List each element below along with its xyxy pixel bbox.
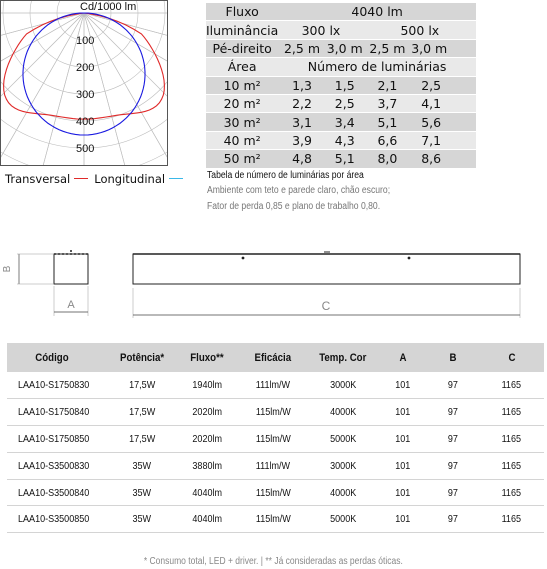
legend-longitudinal-swatch — [169, 178, 183, 179]
area-label: Área — [206, 58, 278, 75]
table-cell: 1165 — [479, 506, 544, 533]
ceiling-height-row — [206, 40, 476, 57]
table-cell: 101 — [379, 372, 427, 399]
flux-row — [206, 3, 476, 20]
value-cell: 6,6 — [364, 132, 412, 149]
table-row — [7, 399, 544, 426]
table-cell: 3000K — [307, 452, 379, 479]
table-row — [7, 479, 544, 506]
polar-tick-200: 200 — [76, 62, 95, 74]
table-cell: 1940lm — [175, 372, 239, 399]
value-cell: 1,5 — [326, 77, 364, 94]
table-cell: 97 — [427, 372, 479, 399]
table-cell: 111lm/W — [239, 452, 307, 479]
dim-a-label: A — [67, 299, 75, 311]
products-header-row — [7, 343, 544, 372]
area-cell: 30 m² — [206, 113, 278, 130]
table-row — [206, 113, 476, 130]
table-cell: 2020lm — [175, 399, 239, 426]
table-cell: 115lm/W — [239, 426, 307, 453]
value-cell: 1,3 — [278, 77, 326, 94]
polar-diagram — [0, 0, 168, 166]
header-power: Potência* — [109, 343, 175, 372]
ceiling-height-label: Pé-direito — [206, 40, 278, 57]
value-cell: 2,2 — [278, 95, 326, 112]
legend-transversal-label: Transversal — [5, 172, 71, 186]
table-cell: 5000K — [307, 506, 379, 533]
area-cell: 10 m² — [206, 77, 278, 94]
table-cell: 115lm/W — [239, 506, 307, 533]
table-cell: LAA10-S1750830 — [7, 372, 109, 399]
table-cell: LAA10-S1750840 — [7, 399, 109, 426]
height-cell: 2,5 m — [364, 40, 412, 57]
table-cell: 101 — [379, 479, 427, 506]
table-row — [7, 372, 544, 399]
value-cell: 7,1 — [411, 132, 476, 149]
value-cell: 4,1 — [411, 95, 476, 112]
table-row — [7, 426, 544, 453]
table-row — [7, 452, 544, 479]
value-cell: 3,4 — [326, 113, 364, 130]
area-cell: 40 m² — [206, 132, 278, 149]
table-cell: 101 — [379, 452, 427, 479]
illuminance-row — [206, 21, 476, 38]
value-cell: 8,6 — [411, 150, 476, 167]
table-cell: 1165 — [479, 372, 544, 399]
flux-label: Fluxo — [206, 3, 278, 20]
table-cell: 97 — [427, 506, 479, 533]
flux-value: 4040 lm — [278, 3, 476, 20]
value-cell: 5,6 — [411, 113, 476, 130]
table-row — [206, 77, 476, 94]
table-cell: 35W — [109, 452, 175, 479]
value-cell: 5,1 — [364, 113, 412, 130]
polar-tick-500: 500 — [76, 143, 95, 155]
polar-tick-300: 300 — [76, 89, 95, 101]
table-cell: 101 — [379, 426, 427, 453]
value-cell: 4,3 — [326, 132, 364, 149]
table-cell: 4000K — [307, 479, 379, 506]
table-cell: 17,5W — [109, 426, 175, 453]
value-cell: 3,9 — [278, 132, 326, 149]
dim-c-label: C — [321, 299, 331, 313]
table-row — [206, 132, 476, 149]
table-cell: 5000K — [307, 426, 379, 453]
table-cell: 115lm/W — [239, 479, 307, 506]
header-efficacy: Eficácia — [239, 343, 307, 372]
table-cell: 4000K — [307, 399, 379, 426]
polar-tick-400: 400 — [76, 116, 95, 128]
table-cell: 17,5W — [109, 399, 175, 426]
table-cell: 97 — [427, 479, 479, 506]
height-cell: 3,0 m — [326, 40, 363, 56]
table-cell: 3880lm — [175, 452, 239, 479]
polar-unit-label: Cd/1000 lm — [80, 1, 137, 13]
height-cell: 2,5 m — [278, 40, 326, 57]
table-cell: 3000K — [307, 372, 379, 399]
table-cell: 97 — [427, 399, 479, 426]
height-cell: 3,0 m — [411, 40, 476, 57]
table-cell: 97 — [427, 426, 479, 453]
table-cell: 17,5W — [109, 372, 175, 399]
table-cell: 35W — [109, 506, 175, 533]
polar-grid — [0, 0, 168, 166]
legend-transversal-swatch — [74, 178, 88, 179]
table-cell: 111lm/W — [239, 372, 307, 399]
table-cell: 115lm/W — [239, 399, 307, 426]
table-cell: 4040lm — [175, 479, 239, 506]
header-code: Código — [7, 343, 109, 372]
value-cell: 2,5 — [411, 77, 476, 94]
table-row — [206, 150, 476, 167]
header-a: A — [379, 343, 427, 372]
table-caption: Tabela de número de luminárias por área — [207, 170, 364, 181]
value-cell: 5,1 — [326, 150, 364, 167]
table-cell: LAA10-S3500850 — [7, 506, 109, 533]
value-cell: 4,8 — [278, 150, 326, 167]
header-color-temp: Temp. Cor — [307, 343, 379, 372]
illuminance-500: 500 lx — [364, 21, 476, 38]
products-table — [7, 343, 544, 533]
table-cell: 101 — [379, 506, 427, 533]
polar-legend — [5, 172, 189, 186]
polar-tick-100: 100 — [76, 35, 95, 47]
legend-longitudinal-label: Longitudinal — [94, 172, 166, 186]
table-cell: 1165 — [479, 426, 544, 453]
value-cell: 2,5 — [326, 95, 364, 112]
table-note-1: Ambiente com teto e parede claro, chão escuro; — [207, 185, 391, 196]
table-cell: 4040lm — [175, 506, 239, 533]
area-cell: 20 m² — [206, 95, 278, 112]
value-cell: 3,7 — [364, 95, 412, 112]
table-cell: 97 — [427, 452, 479, 479]
table-cell: LAA10-S1750850 — [7, 426, 109, 453]
dimension-drawing — [0, 238, 547, 328]
illuminance-300: 300 lx — [278, 21, 363, 38]
value-cell: 8,0 — [364, 150, 412, 167]
area-header-row — [206, 58, 476, 75]
area-cell: 50 m² — [206, 150, 278, 167]
dimension-svg — [0, 238, 547, 328]
table-cell: 1165 — [479, 452, 544, 479]
table-cell: 1165 — [479, 479, 544, 506]
table-cell: 35W — [109, 479, 175, 506]
table-cell: 2020lm — [175, 426, 239, 453]
luminaires-table — [206, 2, 476, 169]
table-cell: 1165 — [479, 399, 544, 426]
table-row — [7, 506, 544, 533]
header-b: B — [427, 343, 479, 372]
value-cell: 2,1 — [364, 77, 412, 94]
dim-b-label: B — [2, 265, 13, 273]
header-c: C — [479, 343, 544, 372]
table-cell: 101 — [379, 399, 427, 426]
value-cell: 3,1 — [278, 113, 326, 130]
footnote: * Consumo total, LED + driver. | ** Já consideradas as perdas óticas. — [143, 556, 403, 567]
table-cell: LAA10-S3500840 — [7, 479, 109, 506]
header-flux: Fluxo** — [175, 343, 239, 372]
table-note-2: Fator de perda 0,85 e plano de trabalho 0,80. — [207, 201, 381, 212]
illuminance-label: Iluminância — [206, 22, 279, 38]
luminaires-count-label: Número de luminárias — [278, 58, 476, 75]
table-row — [206, 95, 476, 112]
table-cell: LAA10-S3500830 — [7, 452, 109, 479]
